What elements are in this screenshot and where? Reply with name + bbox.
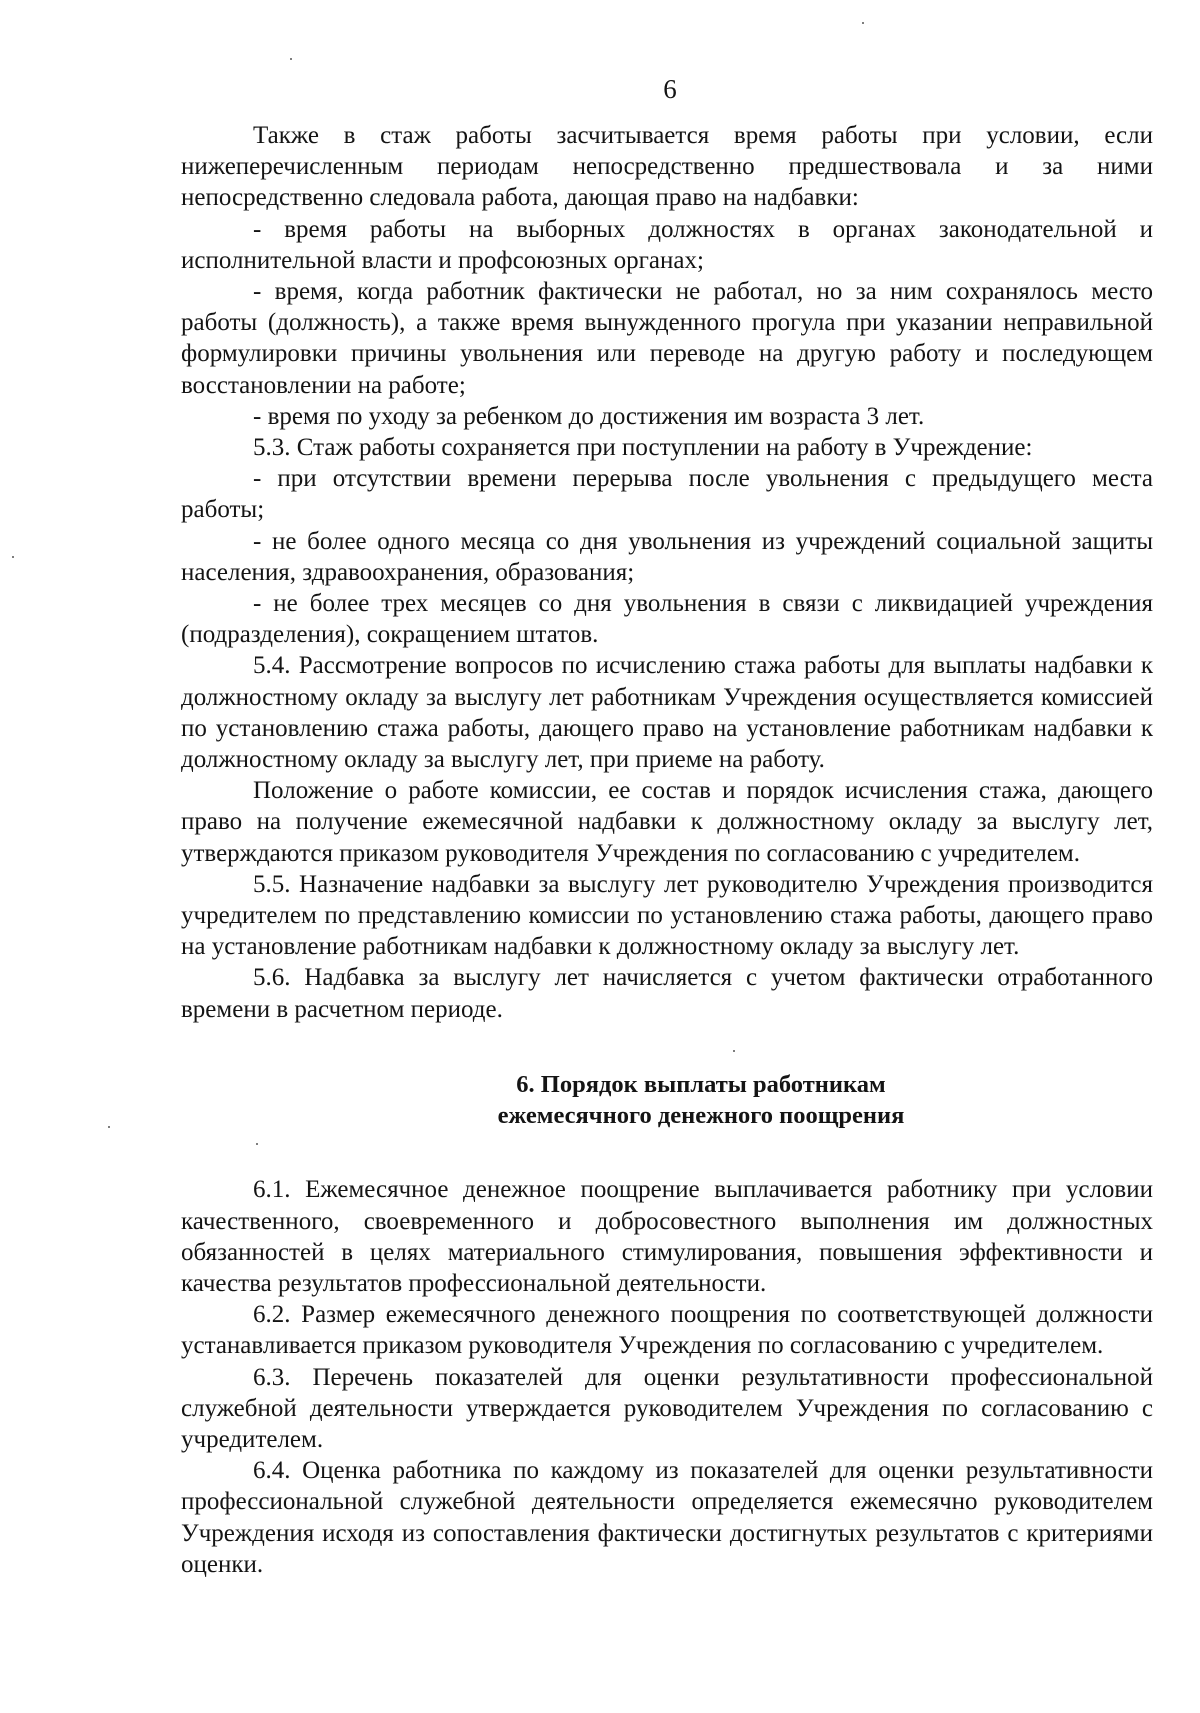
- paragraph: 5.5. Назначение надбавки за выслугу лет руководителю Учреждения производится учредителем по представлению комиссии по установлению стажа работы, дающего право на установление работникам надбавки к должностному окладу за выслугу лет.: [181, 870, 1153, 961]
- section-heading-line: ежемесячного денежного поощрения: [497, 1102, 905, 1130]
- paragraph: 6.4. Оценка работника по каждому из показателей для оценки результативности профессиональной служебной деятельности определяется ежемесячно руководителем Учреждения исходя из сопоставления фактически достигнутых результатов с критериями оценки.: [181, 1457, 1153, 1578]
- paragraph: 6.3. Перечень показателей для оценки результативности профессиональной служебной деятельности утверждается руководителем Учреждения по согласованию с учредителем.: [181, 1363, 1153, 1453]
- paragraph: - время, когда работник фактически не работал, но за ним сохранялось место работы (должность), а также время вынужденного прогула при указании неправильной формулировки причины увольнения или переводе на другую работу и последующем восстановлении на работе;: [181, 278, 1153, 399]
- section-heading-line: 6. Порядок выплаты работникам: [516, 1070, 886, 1098]
- paragraph: - время по уходу за ребенком до достижения им возраста 3 лет.: [253, 402, 925, 430]
- scan-speck: [733, 1050, 735, 1052]
- scan-speck: [290, 58, 292, 60]
- paragraph: 5.6. Надбавка за выслугу лет начисляется с учетом фактически отработанного времени в расчетном периоде.: [181, 964, 1153, 1023]
- page-number: 6: [663, 74, 677, 104]
- paragraph: - не более трех месяцев со дня увольнения в связи с ликвидацией учреждения (подразделения), сокращением штатов.: [181, 590, 1153, 649]
- paragraph: - время работы на выборных должностях в органах законодательной и исполнительной власти и профсоюзных органах;: [181, 215, 1153, 274]
- paragraph: 5.3. Стаж работы сохраняется при поступлении на работу в Учреждение:: [253, 434, 1033, 462]
- scan-speck: [862, 22, 864, 24]
- paragraph: - не более одного месяца со дня увольнения из учреждений социальной защиты населения, здравоохранения, образования;: [181, 527, 1153, 586]
- section-heading: [181, 1069, 1153, 1131]
- paragraph: 5.4. Рассмотрение вопросов по исчислению стажа работы для выплаты надбавки к должностному окладу за выслугу лет работникам Учреждения осуществляется комиссией по установлению стажа работы, дающего право на установление работникам надбавки к должностному окладу за выслугу лет, при приеме на работу.: [181, 652, 1153, 774]
- paragraph: Положение о работе комиссии, ее состав и порядок исчисления стажа, дающего право на получение ежемесячной надбавки к должностному окладу за выслугу лет, утверждаются приказом руководителя Учреждения по согласованию с учредителем.: [181, 777, 1153, 867]
- scan-speck: [108, 1126, 110, 1128]
- paragraph: 6.1. Ежемесячное денежное поощрение выплачивается работнику при условии качественного, своевременного и добросовестного выполнения им должностных обязанностей в целях материального стимулирования, повышения эффективности и качества результатов профессиональной деятельности.: [181, 1176, 1153, 1297]
- scan-speck: [12, 556, 14, 558]
- paragraph: 6.2. Размер ежемесячного денежного поощрения по соответствующей должности устанавливается приказом руководителя Учреждения по согласованию с учредителем.: [181, 1301, 1153, 1360]
- paragraph: Также в стаж работы засчитывается время работы при условии, если нижеперечисленным периодам непосредственно предшествовала и за ними непосредственно следовала работа, дающая право на надбавки:: [181, 122, 1153, 212]
- document-body: [181, 120, 1153, 1580]
- paragraph: - при отсутствии времени перерыва после увольнения с предыдущего места работы;: [181, 465, 1153, 524]
- scan-speck: [256, 1143, 258, 1145]
